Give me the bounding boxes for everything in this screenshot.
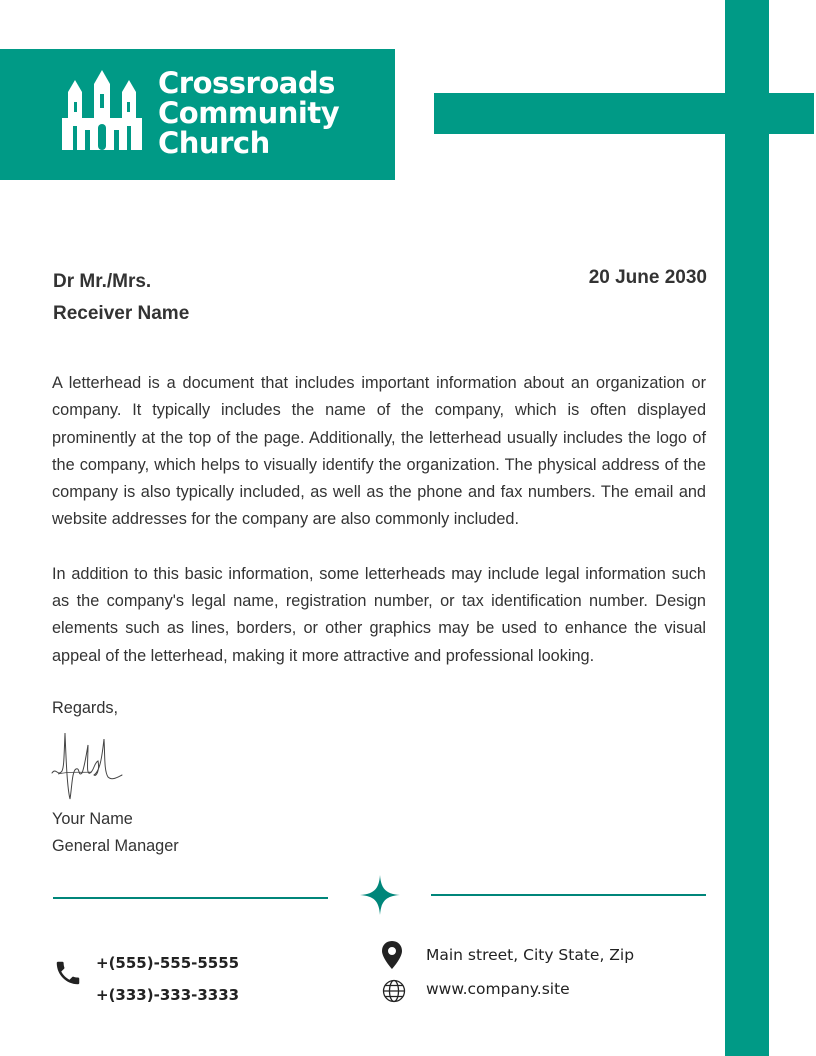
signature: [50, 727, 128, 803]
body-paragraph: A letterhead is a document that includes important information about an organization or company. It typically includes the name of the company, which is often displayed prominently at the top of the page. Additionally, the letterhead usually includes the logo of the company, which helps to visually identify the organization. The physical address of the company is also typically included, as well as the phone and fax numbers. The email and website addresses for the company are also commonly included.: [52, 374, 706, 529]
footer-divider-left: [53, 897, 328, 899]
phone-number: +(555)-555-5555: [96, 954, 240, 972]
address: Main street, City State, Zip: [426, 946, 635, 964]
letter-body: [52, 370, 706, 697]
receiver-block: [53, 266, 189, 330]
vertical-accent-bar: [725, 0, 769, 1056]
church-icon: [61, 70, 143, 152]
receiver-name: Receiver Name: [53, 303, 190, 324]
signer-block: [52, 806, 179, 861]
location-pin-icon: [381, 941, 403, 969]
signer-title: General Manager: [52, 837, 179, 856]
phone-icon: [53, 958, 83, 988]
signer-name: Your Name: [52, 810, 133, 828]
website[interactable]: www.company.site: [426, 980, 570, 998]
star-divider-icon: [360, 875, 400, 915]
body-paragraph: In addition to this basic information, some letterheads may include legal information such as the company's legal name, registration number, or tax identification number. Design elements such as lines, borders, or other graphics may be used to enhance the visual appeal of the letterhead, making it more attractive and professional looking.: [52, 564, 706, 665]
org-name-line: Crossroads: [158, 66, 335, 100]
letter-date: 20 June 2030: [588, 267, 707, 288]
org-name-line: Church: [158, 126, 270, 160]
phone-numbers: [96, 947, 239, 1011]
horizontal-accent-bar: [434, 93, 814, 134]
closing: Regards,: [52, 699, 119, 717]
footer-divider-right: [431, 894, 706, 896]
phone-number: +(333)-333-3333: [96, 986, 240, 1004]
globe-icon: [382, 979, 406, 1003]
org-name-line: Community: [158, 96, 340, 130]
receiver-title: Dr Mr./Mrs.: [53, 271, 152, 292]
organization-name: [158, 68, 388, 158]
